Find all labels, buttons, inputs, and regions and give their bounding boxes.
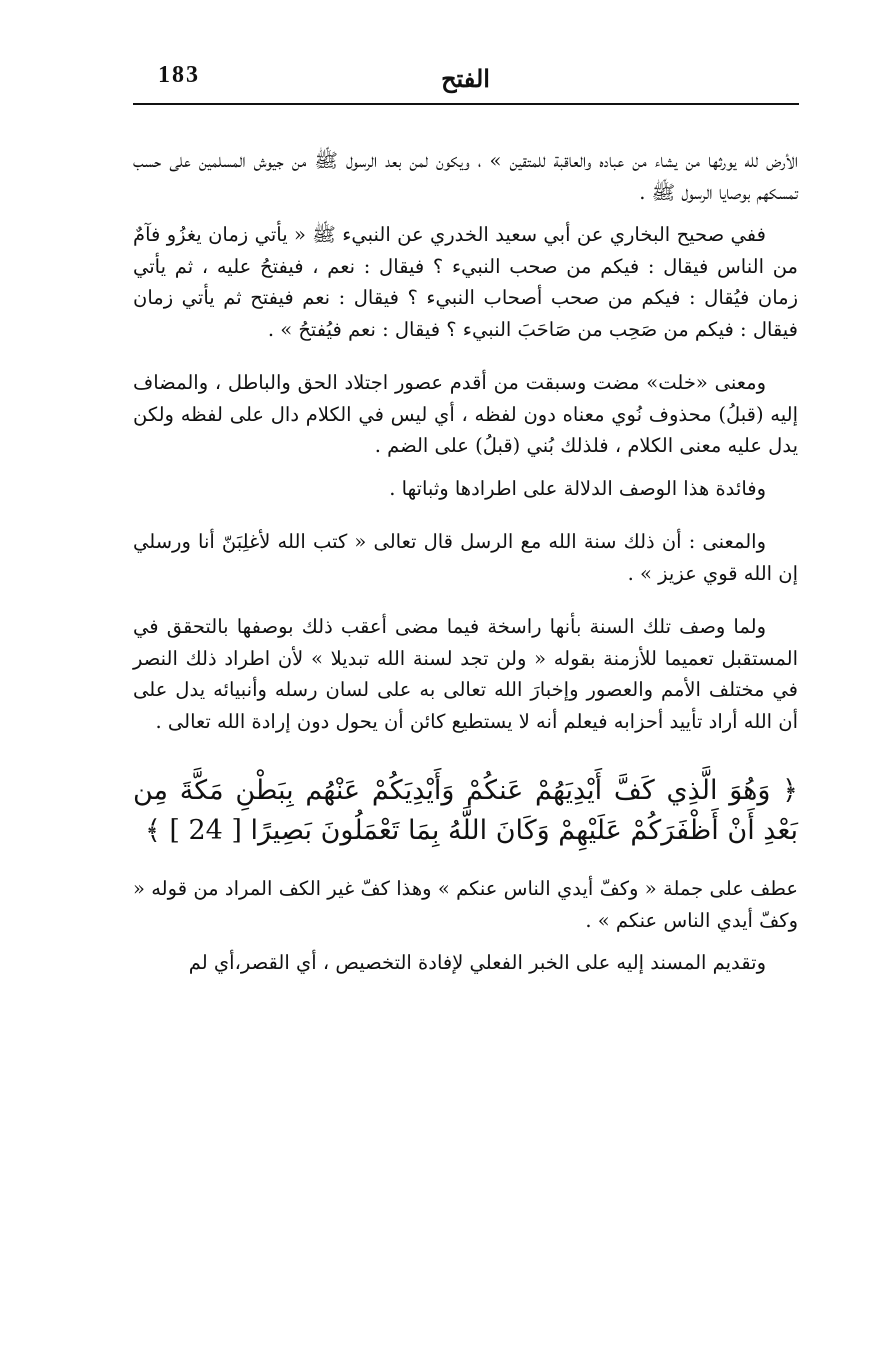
paragraph-meaning-khalat: ومعنى «خلت» مضت وسبقت من أقدم عصور اجتلاد الحق والباطل ، والمضاف إليه (قبلُ) محذوف نُوي معناه دون لفظه ، أي ليس في الكلام دال على لفظه ولكن يدل عليه معنى الكلام ، فلذلك بُني (قبلُ) على الضم .	[133, 371, 798, 457]
paragraph-meaning: والمعنى : أن ذلك سنة الله مع الرسل قال تعالى « كتب الله لأغلِبَنّ أنا ورسلي إن الله قوي عزيز » .	[133, 530, 798, 585]
page-number: 183	[158, 62, 200, 88]
paragraph-sunnah: ولما وصف تلك السنة بأنها راسخة فيما مضى أعقب ذلك بوصفها بالتحقق في المستقبل تعميما للأزمنة بقوله « ولن تجد لسنة الله تبديلا » لأن اطراد ذلك النصر في مختلف الأمم والعصور وإخبارَ الله تعالى به على لسان رسله وأنبيائه يدل على أن الله أراد تأييد أحزابه فيعلم أنه لا يستطيع كائن أن يحول دون إرادة الله تعالى .	[133, 615, 798, 733]
paragraph-emphasis: وتقديم المسند إليه على الخبر الفعلي لإفادة التخصيص ، أي القصر،أي لم	[188, 951, 766, 974]
paragraph-conjunction: عطف على جملة « وكفّ أيدي الناس عنكم » وهذا كفّ غير الكف المراد من قوله « وكفّ أيدي الناس عنكم » .	[133, 877, 798, 932]
running-title: الفتح	[441, 64, 490, 93]
paragraph-continuation: الأرض لله يورثها من يشاء من عباده والعاقبة للمتقين » ، ويكون لمن بعد الرسول ﷺ من جيوش المسلمين على حسب تمسكهم بوصايا الرسول ﷺ .	[133, 149, 798, 204]
quran-verse: ﴿ وَهُوَ الَّذِي كَفَّ أَيْدِيَهُمْ عَنكُمْ وَأَيْدِيَكُمْ عَنْهُم بِبَطْنِ مَكَّةَ مِن بَعْدِ أَنْ أَظْفَرَكُمْ عَلَيْهِمْ وَكَانَ اللَّهُ بِمَا تَعْمَلُونَ بَصِيرًا [ 24 ] ﴾	[133, 775, 798, 846]
paragraph-hadith: ففي صحيح البخاري عن أبي سعيد الخدري عن النبيء ﷺ « يأتي زمان يغزُو فآمٌ من الناس فيقال : فيكم من صحب النبيء ؟ فيقال : نعم ، فيفتحُ عليه ، ثم يأتي زمان فيُقال : فيكم من صحب أصحاب النبيء ؟ فيقال : نعم فيفتح ثم يأتي زمان فيقال : فيكم من صَحِب من صَاحَبَ النبيء ؟ فيقال : نعم فيُفتحُ » .	[133, 223, 798, 341]
page-header	[133, 60, 798, 104]
header-divider	[133, 103, 799, 105]
body-text	[133, 145, 798, 979]
paragraph-benefit: وفائدة هذا الوصف الدلالة على اطرادها وثباتها .	[389, 476, 766, 500]
